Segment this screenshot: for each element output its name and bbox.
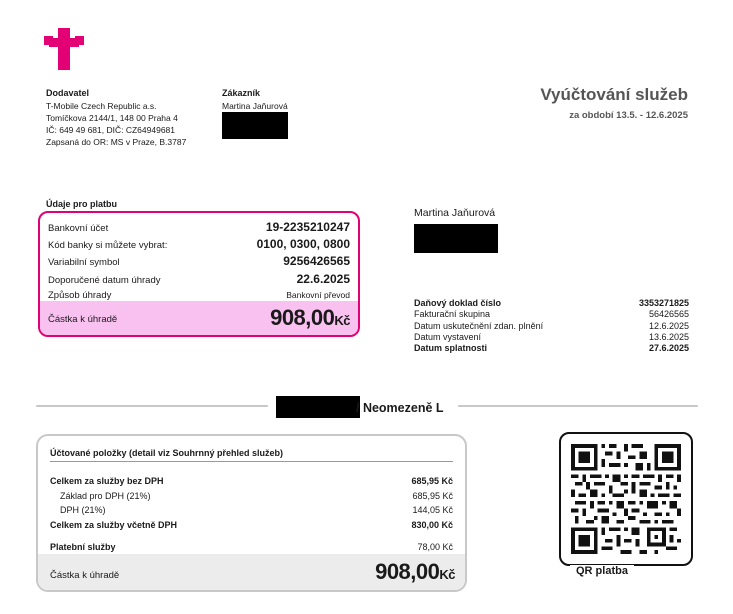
tax-row: Fakturační skupina 56426565	[414, 309, 689, 320]
payment-row-value: Bankovní převod	[286, 290, 350, 300]
customer-name: Martina Jaňurová	[222, 101, 288, 111]
items-total-label: Částka k úhradě	[50, 570, 120, 581]
payment-box	[38, 211, 360, 337]
item-row: Základ pro DPH (21%) 685,95 Kč	[60, 491, 453, 501]
customer-block	[222, 88, 288, 112]
redacted-block	[276, 396, 360, 418]
qr-payment-box	[559, 432, 693, 566]
payment-row-label: Variabilní symbol	[48, 257, 120, 268]
payment-total-amount: 908,00Kč	[270, 305, 350, 330]
payment-row-label: Kód banky si můžete vybrat:	[48, 240, 168, 251]
billed-items	[36, 434, 467, 592]
payment-row	[48, 237, 350, 251]
payment-row-value: 22.6.2025	[296, 272, 350, 286]
payment-row-label: Způsob úhrady	[48, 290, 112, 301]
items-total-amount: 908,00Kč	[375, 559, 455, 584]
redacted-block	[414, 224, 498, 253]
supplier-line: T-Mobile Czech Republic a.s.	[46, 101, 157, 111]
payment-row-label: Doporučené datum úhrady	[48, 275, 161, 286]
qr-label: QR platba	[570, 565, 634, 577]
redacted-block	[222, 112, 288, 139]
customer-heading: Zákazník	[222, 88, 261, 98]
item-row: Celkem za služby včetně DPH 830,00 Kč	[50, 520, 453, 530]
items-total	[38, 554, 465, 590]
payment-row-label: Bankovní účet	[48, 223, 109, 234]
payment-row	[48, 272, 350, 286]
supplier-heading: Dodavatel	[46, 88, 90, 98]
section-divider	[36, 405, 268, 407]
supplier-line: Tomíčkova 2144/1, 148 00 Praha 4	[46, 113, 178, 123]
supplier-line: IČ: 649 49 681, DIČ: CZ64949681	[46, 125, 175, 135]
items-heading: Účtované položky (detail viz Souhrnný přehled služeb)	[50, 448, 453, 462]
payment-row-value: 19-2235210247	[265, 220, 350, 234]
payment-heading: Údaje pro platbu	[46, 199, 118, 209]
billing-period: za období 13.5. - 12.6.2025	[569, 110, 688, 121]
t-mobile-logo	[44, 14, 84, 60]
item-row: Celkem za služby bez DPH 685,95 Kč	[50, 476, 453, 486]
qr-code-icon	[571, 444, 681, 554]
tax-row: Daňový doklad číslo 3353271825	[414, 298, 689, 308]
tax-row: Datum uskutečnění zdan. plnění 12.6.2025	[414, 320, 689, 331]
item-row: Platební služby 78,00 Kč	[50, 542, 453, 552]
item-row: DPH (21%) 144,05 Kč	[60, 505, 453, 515]
tax-info	[414, 298, 689, 354]
document-title: Vyúčtování služeb	[540, 85, 688, 104]
payment-row	[48, 254, 350, 268]
payment-row-value: 9256426565	[283, 254, 350, 268]
payment-row	[48, 220, 350, 234]
payment-row-value: 0100, 0300, 0800	[256, 237, 350, 251]
tax-row: Datum vystavení 13.6.2025	[414, 331, 689, 342]
supplier-line: Zapsaná do OR: MS v Praze, B.3787	[46, 137, 187, 147]
section-divider	[458, 405, 698, 407]
payment-row	[48, 290, 350, 301]
tariff-name: / Neomezeně L	[356, 401, 444, 415]
recipient-name: Martina Jaňurová	[414, 207, 496, 219]
supplier-block	[46, 88, 186, 148]
tax-row: Datum splatnosti 27.6.2025	[414, 343, 689, 354]
payment-total	[40, 301, 358, 335]
payment-total-label: Částka k úhradě	[48, 314, 118, 325]
